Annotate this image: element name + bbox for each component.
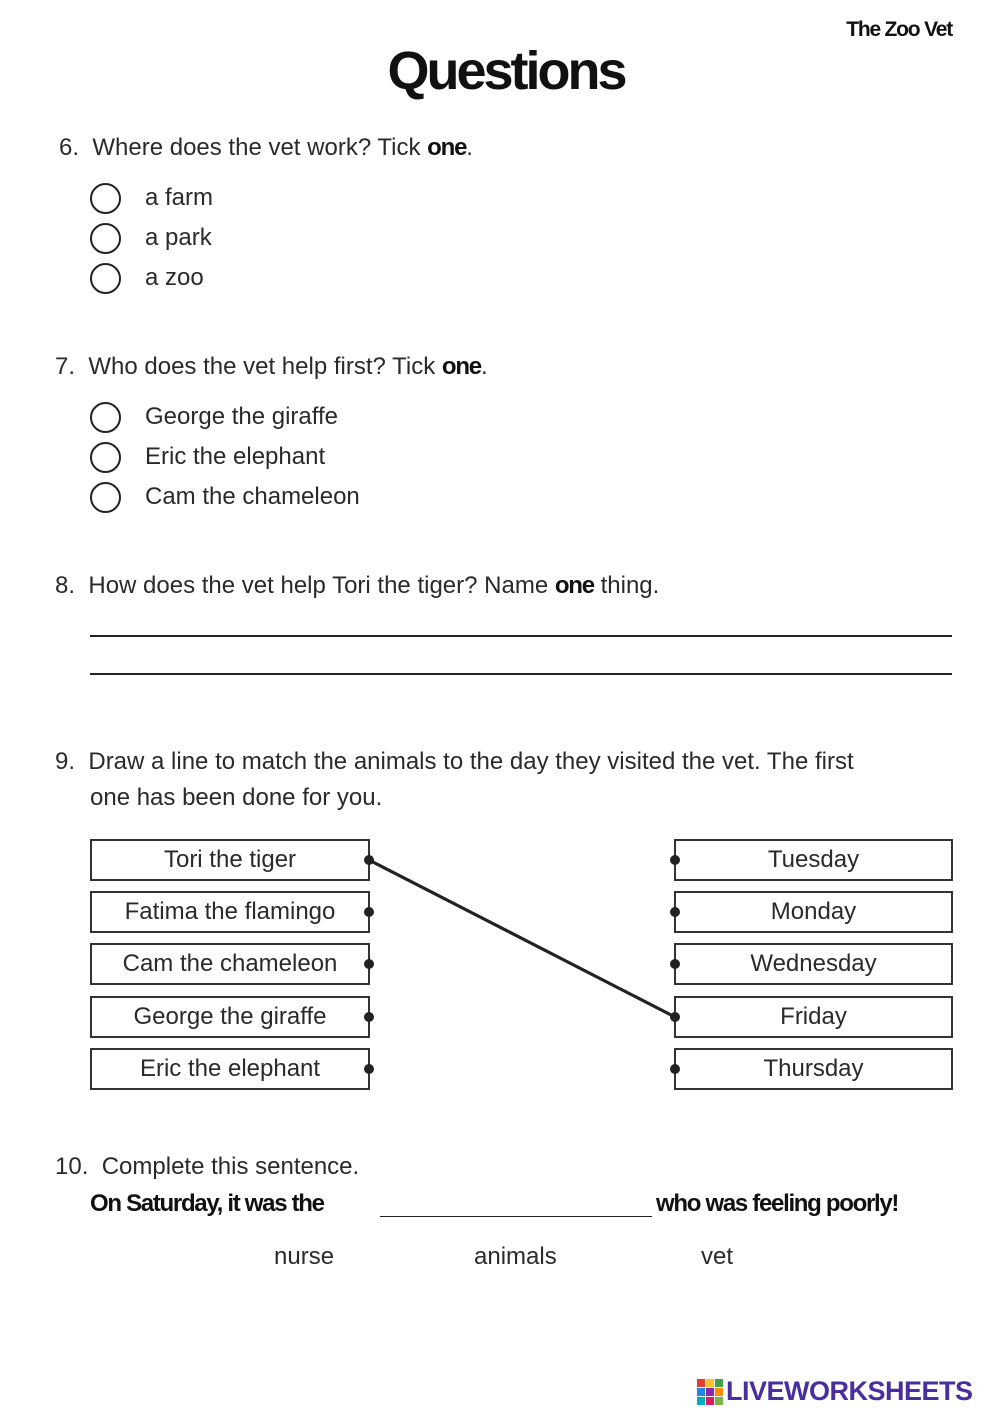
day-label: Friday [780,1003,847,1030]
logo-tile [697,1379,705,1387]
word-choice[interactable]: nurse [274,1243,335,1270]
sentence-start: On Saturday, it was the [90,1190,324,1217]
question-10 [55,1153,359,1181]
question-number: 8. [55,572,76,599]
question-text-end: . [480,353,488,380]
option-label: a zoo [145,264,204,291]
worksheet-corner-title: The Zoo Vet [846,18,952,41]
animal-label: Tori the tiger [163,846,297,873]
option-label: Eric the elephant [145,443,326,470]
question-number: 6. [59,134,80,161]
logo-tile [715,1379,723,1387]
logo-tile [706,1397,714,1405]
page-title: Questions [387,41,625,101]
question-text: Where does the vet work? Tick [92,134,428,161]
animal-label: Fatima the flamingo [124,898,336,925]
word-choice[interactable]: animals [474,1243,557,1270]
question-text-end: . [466,134,473,161]
option-label: Cam the chameleon [145,483,360,510]
question-number: 7. [55,353,76,380]
word-choice[interactable]: vet [701,1243,734,1270]
question-text: Who does the vet help first? Tick [88,353,442,380]
question-text: How does the vet help Tori the tiger? Name [88,572,555,599]
logo-tile [706,1388,714,1396]
animal-label: Cam the chameleon [122,950,338,977]
day-label: Tuesday [767,846,860,873]
logo-tile [697,1388,705,1396]
day-label: Monday [770,898,857,925]
sentence-blank[interactable] [380,1216,652,1217]
option-label: a park [145,224,212,251]
question-9-continued: one has been done for you. [90,784,383,811]
question-text: Draw a line to match the animals to the day they visited the vet. The first [88,748,854,775]
logo-tile [706,1379,714,1387]
question-emphasis: one [441,353,481,380]
animal-label: George the giraffe [133,1003,327,1030]
animal-label: Eric the elephant [139,1055,321,1082]
question-text: Complete this sentence. [101,1153,360,1180]
logo-tile [715,1397,723,1405]
logo-tile [715,1388,723,1396]
question-number: 9. [55,748,76,775]
question-text-end: thing. [593,572,660,599]
option-label: a farm [145,184,214,211]
liveworksheets-logo [697,1376,973,1407]
day-label: Thursday [763,1055,864,1082]
option-label: George the giraffe [145,403,339,430]
logo-tile [697,1397,705,1405]
sentence-end: who was feeling poorly! [656,1190,899,1217]
question-emphasis: one [427,134,467,161]
question-emphasis: one [554,572,594,599]
day-label: Wednesday [750,950,877,977]
question-number: 10. [55,1153,89,1180]
liveworksheets-brand: LIVEWORKSHEETS [726,1376,973,1406]
liveworksheets-grid-icon [697,1379,723,1405]
